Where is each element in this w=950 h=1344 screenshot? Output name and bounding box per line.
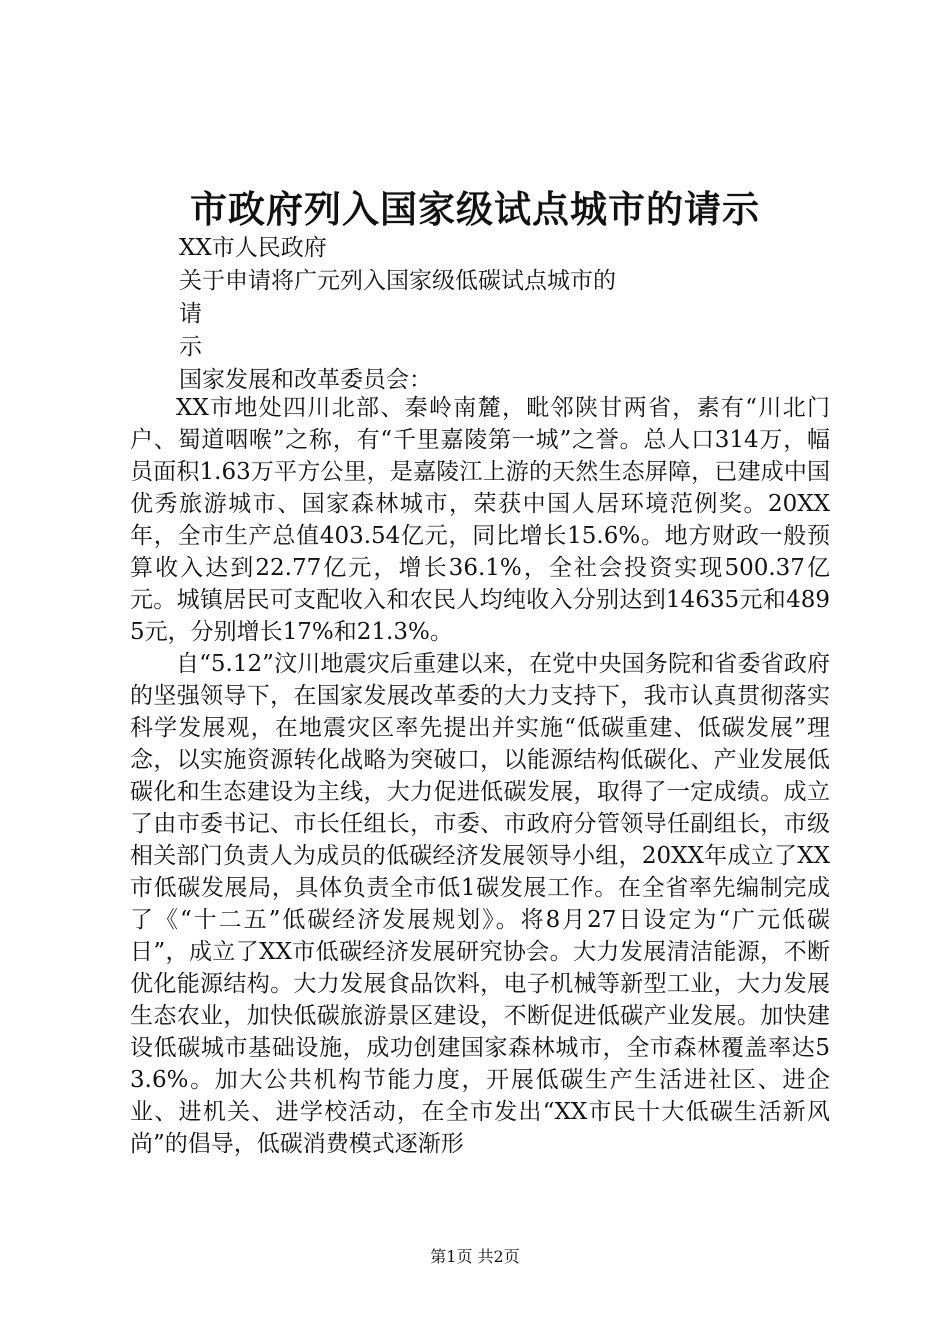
subject-line-2: 请 (179, 301, 202, 327)
issuing-organization: XX市人民政府 (179, 235, 327, 261)
addressee: 国家发展和改革委员会： (179, 367, 432, 393)
document-body (130, 392, 830, 1160)
body-paragraph-1: XX市地处四川北部、秦岭南麓，毗邻陕甘两省，素有“川北门户、蜀道咽喉”之称，有“千里嘉陵第一城”之誉。总人口314万，幅员面积1.63万平方公里，是嘉陵江上游的天然生态屏障，已建成中国优秀旅游城市、国家森林城市，荣获中国人居环境范例奖。20XX年，全市生产总值403.54亿元，同比增长15.6%。地方财政一般预算收入达到22.77亿元，增长36.1%，全社会投资实现500.37亿元。城镇居民可支配收入和农民人均纯收入分别达到14635元和4895元，分别增长17%和21.3%。 (130, 395, 830, 645)
page-footer: 第1页 共2页 (430, 1247, 520, 1266)
document-header (179, 232, 839, 397)
body-paragraph-2: 自“5.12”汶川地震灾后重建以来，在党中央国务院和省委省政府的坚强领导下，在国家发展改革委的大力支持下，我市认真贯彻落实科学发展观，在地震灾区率先提出并实施“低碳重建、低碳发展”理念，以实施资源转化战略为突破口，以能源结构低碳化、产业发展低碳化和生态建设为主线，大力促进低碳发展，取得了一定成绩。成立了由市委书记、市长任组长，市委、市政府分管领导任副组长，市级相关部门负责人为成员的低碳经济发展领导小组，20XX年成立了XX市低碳发展局，具体负责全市低1碳发展工作。在全省率先编制完成了《“十二五”低碳经济发展规划》。将8月27日设定为“广元低碳日”，成立了XX市低碳经济发展研究协会。大力发展清洁能源，不断优化能源结构。大力发展食品饮料，电子机械等新型工业，大力发展生态农业，加快低碳旅游景区建设，不断促进低碳产业发展。加快建设低碳城市基础设施，成功创建国家森林城市，全市森林覆盖率达53.6%。加大公共机构节能力度，开展低碳生产生活进社区、进企业、进机关、进学校活动，在全市发出“XX市民十大低碳生活新风尚”的倡导，低碳消费模式逐渐形 (130, 651, 830, 1157)
subject-line-3: 示 (179, 334, 202, 360)
subject-line-1: 关于申请将广元列入国家级低碳试点城市的 (179, 268, 616, 294)
document-title: 市政府列入国家级试点城市的请示 (190, 187, 760, 231)
